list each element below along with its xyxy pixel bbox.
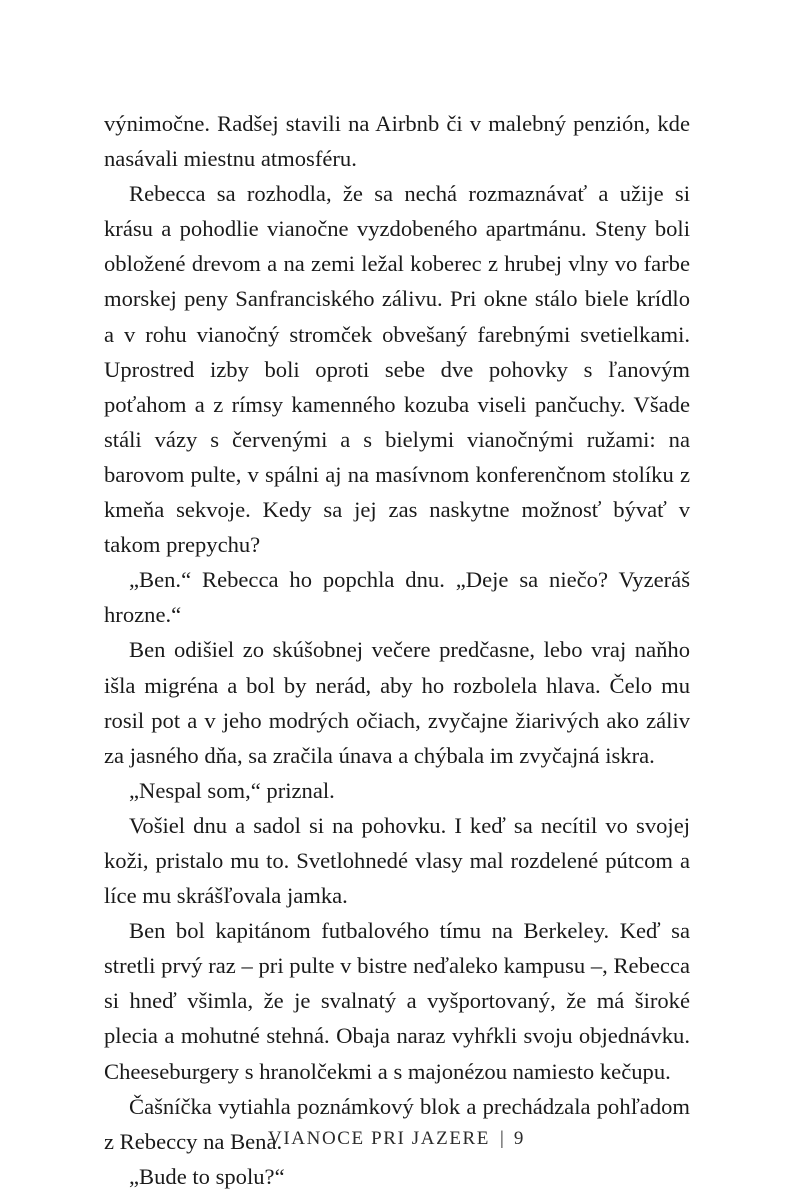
paragraph-6: Vošiel dnu a sadol si na pohovku. I keď sa necítil vo svojej koži, pristalo mu to. Svetlohnedé vlasy mal rozdelené pútcom a líce mu skrášľovala jamka.: [104, 812, 690, 909]
page-footer: [0, 1128, 793, 1150]
paragraph-4: Ben odišiel zo skúšobnej večere predčasne, lebo vraj naňho išla migréna a bol by nerád, aby ho rozbolela hlava. Čelo mu rosil pot a v jeho modrých očiach, zvyčajne žiarivých ako záliv za jasného dňa, sa zračila únava a chýbala im zvyčajná iskra.: [104, 637, 690, 768]
paragraph-9: „Bude to spolu?“: [129, 1163, 285, 1189]
page-number: 9: [513, 1128, 525, 1149]
running-title: VIANOCE PRI JAZERE: [268, 1128, 491, 1149]
paragraph-8: Čašníčka vytiahla poznámkový blok a prechádzala pohľadom z Rebeccy na Bena.: [104, 1093, 690, 1154]
paragraph-7: Ben bol kapitánom futbalového tímu na Berkeley. Keď sa stretli prvý raz – pri pulte v bistre neďaleko kampusu –, Rebecca si hneď všimla, že je svalnatý a vyšportovaný, že má široké plecia a mohutné stehná. Obaja naraz vyhŕkli svoju objednávku. Cheeseburgery s hranolčekmi a s majonézou namiesto kečupu.: [104, 918, 690, 1084]
paragraph-2: Rebecca sa rozhodla, že sa nechá rozmaznávať a užije si krásu a pohodlie vianočne vyzdobeného apartmánu. Steny boli obložené drevom a na zemi ležal koberec z hrubej vlny vo farbe morskej peny Sanfranciského zálivu. Pri okne stálo biele krídlo a v rohu vianočný stromček obvešaný farebnými svetielkami. Uprostred izby boli oproti sebe dve pohovky s ľanovým poťahom a z rímsy kamenného kozuba viseli pančuchy. Všade stáli vázy s červenými a s bielymi vianočnými ružami: na barovom pulte, v spálni aj na masívnom konferenčnom stolíku z kmeňa sekvoje. Kedy sa jej zas naskytne možnosť bývať v takom prepychu?: [104, 181, 690, 558]
paragraph-1: výnimočne. Radšej stavili na Airbnb či v malebný penzión, kde nasávali miestnu atmosféru.: [104, 111, 690, 172]
paragraph-3: „Ben.“ Rebecca ho popchla dnu. „Deje sa niečo? Vyzeráš hrozne.“: [104, 567, 690, 628]
footer-separator: |: [500, 1128, 504, 1149]
page-body: [104, 106, 690, 1194]
paragraph-5: „Nespal som,“ priznal.: [129, 777, 335, 803]
